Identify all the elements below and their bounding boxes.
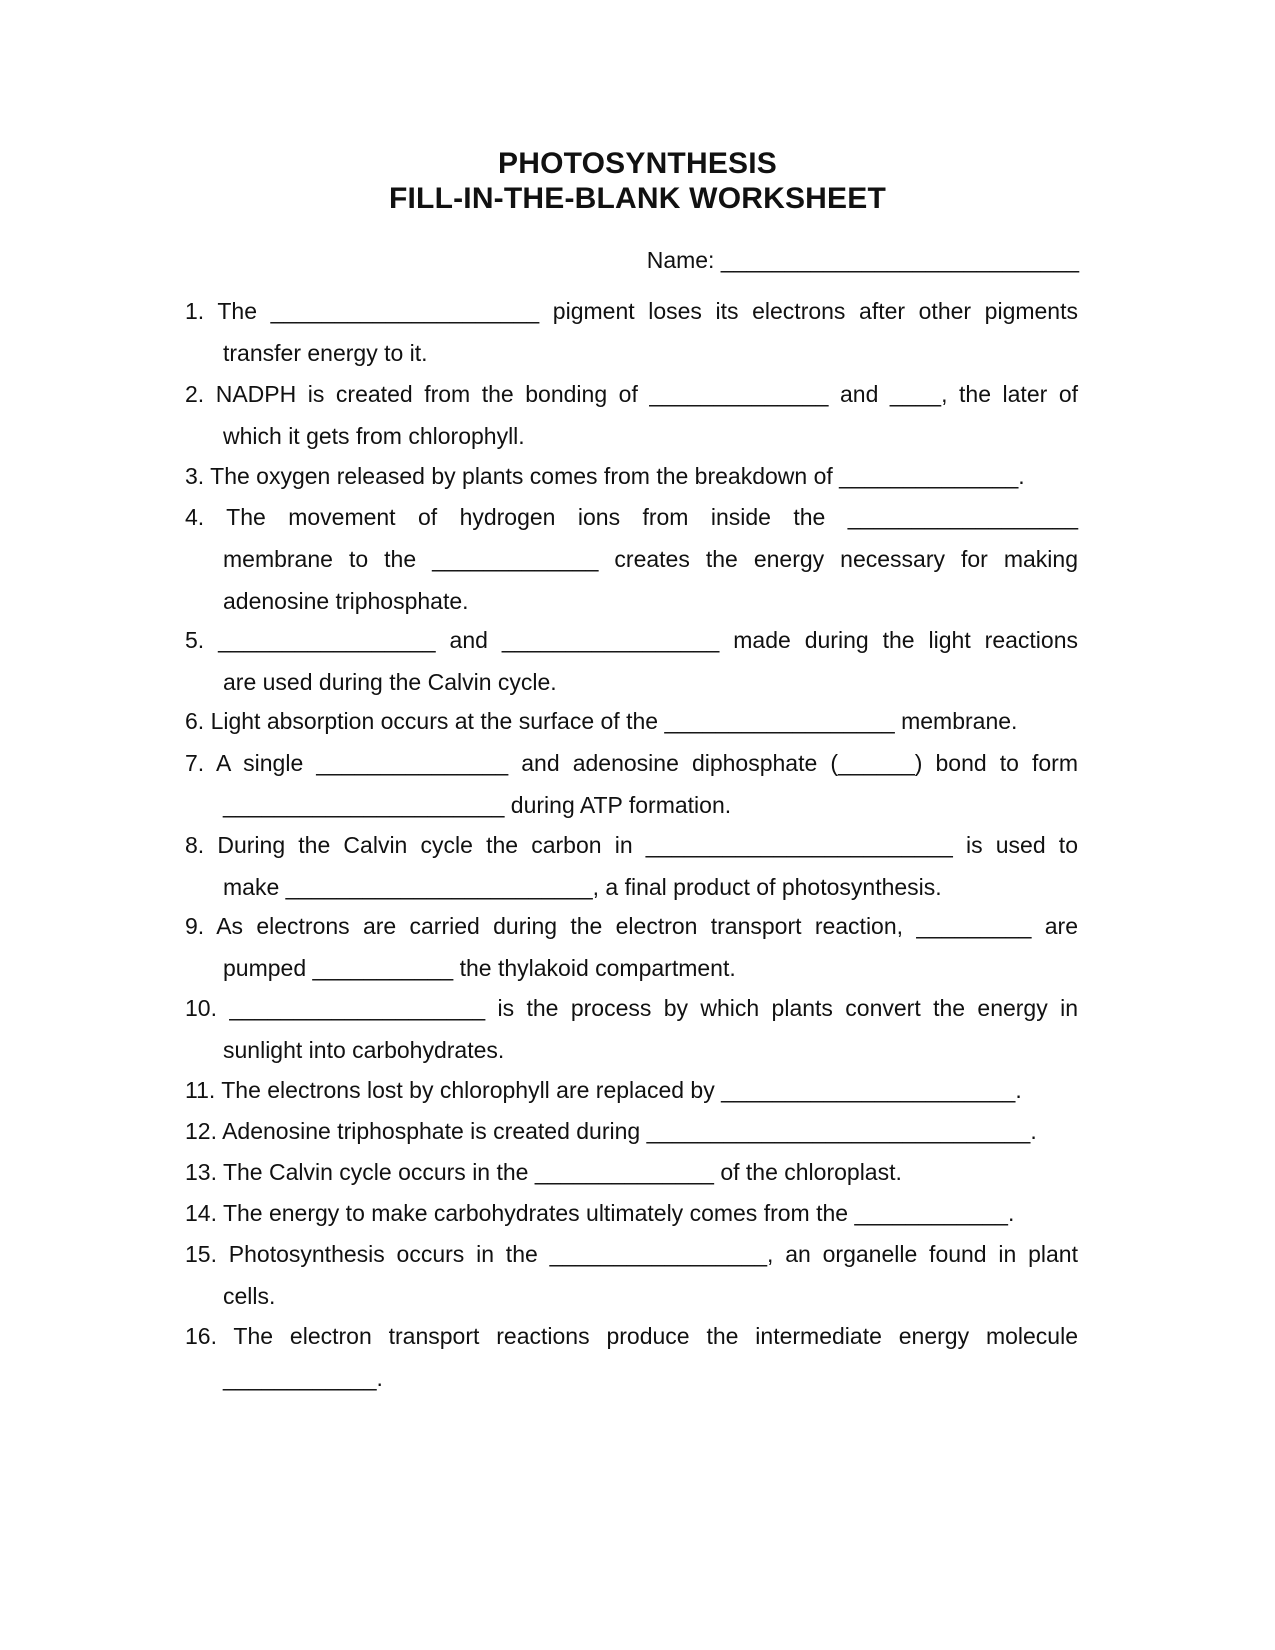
question-6 [185,700,1078,742]
question-12 [185,1110,1078,1152]
name-field: Name: ____________________________ [646,247,1079,273]
question-15 [185,1233,1078,1317]
question-line: 14. The energy to make carbohydrates ultimately comes from the ____________. [185,1200,1015,1226]
question-line: adenosine triphosphate. [223,588,469,614]
question-14 [185,1192,1078,1234]
question-line: 2. NADPH is created from the bonding of ______________ and ____, the later of [185,381,1078,407]
question-4 [185,496,1078,622]
question-line: cells. [223,1283,276,1309]
question-line: 12. Adenosine triphosphate is created during ______________________________. [185,1118,1037,1144]
question-line: 5. _________________ and _________________ made during the light reactions [185,627,1078,653]
question-line: 16. The electron transport reactions produce the intermediate energy molecule [185,1323,1078,1349]
question-line: 10. ____________________ is the process by which plants convert the energy in [185,995,1078,1021]
question-line: 7. A single _______________ and adenosine diphosphate (______) bond to form [185,750,1078,776]
question-line: 4. The movement of hydrogen ions from inside the __________________ [185,504,1078,530]
worksheet-subtitle: FILL-IN-THE-BLANK WORKSHEET [388,182,886,215]
question-2 [185,373,1078,457]
question-line: 6. Light absorption occurs at the surface of the __________________ membrane. [185,708,1018,734]
question-line: transfer energy to it. [223,340,428,366]
question-8 [185,824,1078,908]
question-line: 8. During the Calvin cycle the carbon in ________________________ is used to [185,832,1078,858]
question-line: ______________________ during ATP formation. [223,792,732,818]
question-line: which it gets from chlorophyll. [223,423,525,449]
question-7 [185,742,1078,826]
question-3 [185,455,1078,497]
question-line: 9. As electrons are carried during the electron transport reaction, _________ are [185,913,1078,939]
question-line: make ________________________, a final product of photosynthesis. [223,874,942,900]
question-line: sunlight into carbohydrates. [223,1037,505,1063]
question-line: 1. The _____________________ pigment loses its electrons after other pigments [185,298,1078,324]
question-10 [185,987,1078,1071]
question-11 [185,1069,1078,1111]
question-line: 3. The oxygen released by plants comes from the breakdown of ______________. [185,463,1025,489]
question-line: 11. The electrons lost by chlorophyll are replaced by _______________________. [185,1077,1022,1103]
worksheet-title: PHOTOSYNTHESIS [498,147,777,180]
question-5 [185,619,1078,703]
question-1 [185,290,1078,374]
question-line: are used during the Calvin cycle. [223,669,557,695]
question-line: 15. Photosynthesis occurs in the _________________, an organelle found in plant [185,1241,1078,1267]
question-16 [185,1315,1078,1399]
question-line: membrane to the _____________ creates the energy necessary for making [223,546,1078,572]
question-line: 13. The Calvin cycle occurs in the ______________ of the chloroplast. [185,1159,902,1185]
question-line: pumped ___________ the thylakoid compartment. [223,955,736,981]
question-13 [185,1151,1078,1193]
question-line: ____________. [223,1365,383,1391]
question-9 [185,905,1078,989]
